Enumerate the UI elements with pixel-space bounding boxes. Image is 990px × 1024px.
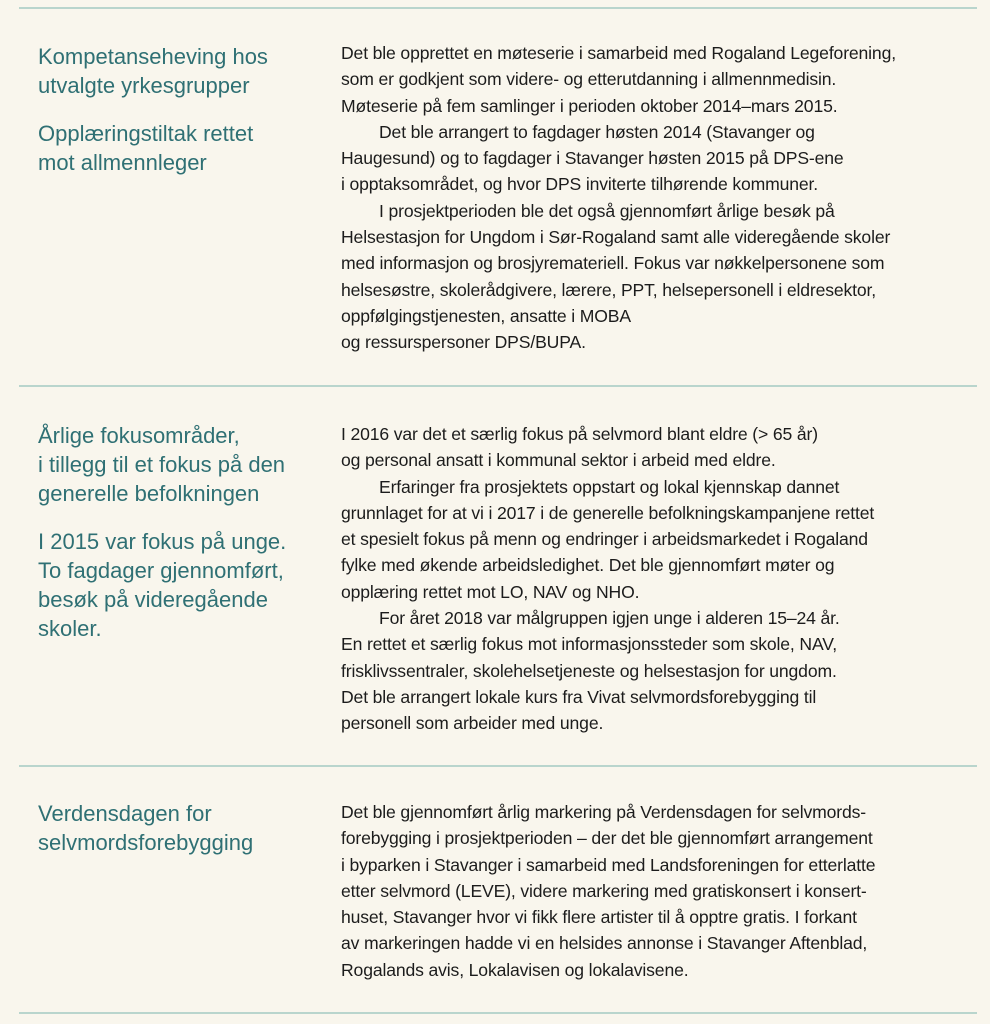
body-text-line: frisklivssentraler, skolehelsetjeneste og helsestasjon for ungdom. — [341, 660, 837, 681]
section-body — [341, 421, 981, 737]
body-text-line: oppfølgingstjenesten, ansatte i MOBA — [341, 305, 631, 326]
body-text-line: personell som arbeider med unge. — [341, 713, 604, 734]
body-text-line: etter selvmord (LEVE), videre markering med gratiskonsert i konsert- — [341, 880, 867, 901]
divider — [19, 385, 977, 387]
heading-line: generelle befolkningen — [38, 481, 260, 506]
heading-line: To fagdager gjennomført, — [38, 558, 284, 583]
section-subheading — [38, 119, 328, 177]
heading-line: besøk på videregående — [38, 587, 268, 612]
body-text-line: i byparken i Stavanger i samarbeid med Landsforeningen for etterlatte — [341, 854, 876, 875]
body-text-line: og personal ansatt i kommunal sektor i arbeid med eldre. — [341, 450, 776, 471]
section-body — [341, 40, 981, 356]
body-text-line: I 2016 var det et særlig fokus på selvmord blant eldre (> 65 år) — [341, 424, 818, 444]
body-text-line: som er godkjent som videre- og etterutdanning i allmennmedisin. — [341, 69, 837, 90]
section-heading-column — [38, 42, 328, 196]
body-text-line: Det ble arrangert to fagdager høsten 2014 (Stavanger og — [379, 121, 815, 142]
body-text-line: Møteserie på fem samlinger i perioden oktober 2014–mars 2015. — [341, 95, 838, 116]
body-text-line: et spesielt fokus på menn og endringer i arbeidsmarkedet i Rogaland — [341, 529, 868, 550]
body-text-line: fylke med økende arbeidsledighet. Det ble gjennomført møter og — [341, 555, 835, 576]
heading-line: i tillegg til et fokus på den — [38, 452, 286, 477]
body-text-line: med informasjon og brosjyremateriell. Fokus var nøkkelpersonene som — [341, 253, 885, 274]
section-heading — [38, 799, 328, 857]
body-text-line: En rettet et særlig fokus mot informasjonssteder som skole, NAV, — [341, 634, 837, 655]
section-heading-column — [38, 799, 328, 876]
body-text-line: Rogalands avis, Lokalavisen og lokalavisene. — [341, 959, 689, 980]
body-text-line: opplæring rettet mot LO, NAV og NHO. — [341, 581, 640, 602]
section-body — [341, 799, 981, 983]
heading-line: mot allmennleger — [38, 150, 207, 175]
body-text-line: av markeringen hadde vi en helsides annonse i Stavanger Aftenblad, — [341, 933, 868, 954]
body-text-line: Det ble gjennomført årlig markering på Verdensdagen for selvmords- — [341, 802, 867, 822]
heading-line: I 2015 var fokus på unge. — [38, 529, 287, 554]
heading-line: Kompetanseheving hos — [38, 44, 268, 69]
section-heading-column — [38, 421, 328, 662]
heading-line: Årlige fokusområder, — [38, 423, 240, 448]
body-text-line: grunnlaget for at vi i 2017 i de generelle befolkningskampanjene rettet — [341, 502, 875, 523]
heading-line: selvmordsforebygging — [38, 830, 254, 855]
body-text-line: i opptaksområdet, og hvor DPS inviterte tilhørende kommuner. — [341, 174, 819, 195]
heading-line: utvalgte yrkesgrupper — [38, 73, 250, 98]
divider-bottom — [19, 1012, 977, 1014]
body-text-line: helsesøstre, skolerådgivere, lærere, PPT, helsepersonell i eldresektor, — [341, 279, 877, 300]
heading-line: skoler. — [38, 616, 102, 641]
body-text-line: For året 2018 var målgruppen igjen unge i alderen 15–24 år. — [379, 608, 840, 629]
body-text-line: Det ble arrangert lokale kurs fra Vivat selvmordsforebygging til — [341, 686, 817, 707]
divider-top — [19, 7, 977, 9]
body-text-line: Erfaringer fra prosjektets oppstart og lokal kjennskap dannet — [379, 476, 840, 497]
body-text-line: Det ble opprettet en møteserie i samarbeid med Rogaland Legeforening, — [341, 43, 896, 63]
body-text-line: huset, Stavanger hvor vi fikk flere artister til å opptre gratis. I forkant — [341, 907, 857, 928]
body-text-line: Helsestasjon for Ungdom i Sør-Rogaland samt alle videregående skoler — [341, 227, 891, 248]
divider — [19, 765, 977, 767]
heading-line: Opplæringstiltak rettet — [38, 121, 254, 146]
body-text-line: I prosjektperioden ble det også gjennomført årlige besøk på — [379, 200, 835, 221]
section-heading — [38, 42, 328, 100]
section-subheading — [38, 527, 328, 643]
body-text-line: forebygging i prosjektperioden – der det ble gjennomført arrangement — [341, 828, 873, 849]
heading-line: Verdensdagen for — [38, 801, 212, 826]
section-heading — [38, 421, 328, 508]
body-text-line: Haugesund) og to fagdager i Stavanger høsten 2015 på DPS-ene — [341, 148, 844, 169]
body-text-line: og ressurspersoner DPS/BUPA. — [341, 332, 586, 353]
